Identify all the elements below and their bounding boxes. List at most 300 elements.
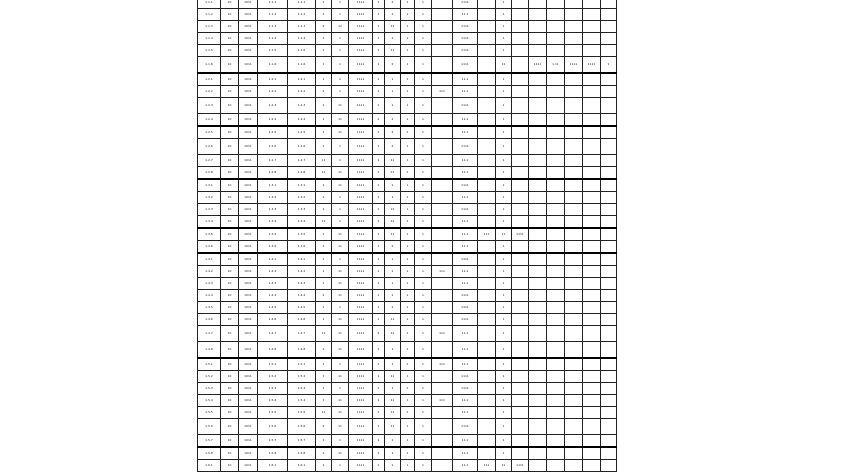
table-cell[interactable]: 1 <box>496 21 512 33</box>
table-cell[interactable]: 1 <box>496 447 512 460</box>
table-cell[interactable] <box>565 155 583 167</box>
table-cell[interactable] <box>565 266 583 278</box>
table-cell[interactable] <box>529 179 547 192</box>
table-cell[interactable] <box>547 114 565 127</box>
table-cell[interactable]: 1111 <box>453 0 478 9</box>
table-cell[interactable] <box>601 278 617 290</box>
table-cell[interactable]: 1 <box>496 342 512 359</box>
table-cell[interactable]: 11 <box>332 266 349 278</box>
table-cell[interactable] <box>583 326 601 342</box>
table-cell[interactable]: 11 <box>385 326 401 342</box>
table-cell[interactable]: 11.1 <box>453 192 478 204</box>
table-cell[interactable]: 1 <box>373 266 385 278</box>
table-cell[interactable]: 1.3.1 <box>258 179 288 192</box>
table-cell[interactable] <box>512 395 529 407</box>
table-cell[interactable]: 1 <box>332 0 349 9</box>
table-cell[interactable]: 1 <box>401 435 415 448</box>
table-cell[interactable]: 11 <box>332 278 349 290</box>
table-cell[interactable]: 1 <box>496 302 512 314</box>
table-cell[interactable]: 1.5.7 <box>288 435 316 448</box>
table-cell[interactable]: 1.5.8 <box>258 447 288 460</box>
table-cell[interactable]: 1.1.3 <box>198 21 221 33</box>
table-cell[interactable] <box>583 290 601 302</box>
table-cell[interactable] <box>529 192 547 204</box>
table-cell[interactable]: 1 <box>332 383 349 395</box>
table-cell[interactable]: 1.4.1 <box>258 253 288 266</box>
table-cell[interactable]: 1 <box>401 204 415 216</box>
table-cell[interactable]: 1.2.7 <box>258 155 288 167</box>
table-cell[interactable]: 111 <box>432 86 453 98</box>
table-cell[interactable]: 11.1 <box>453 86 478 98</box>
table-cell[interactable]: 10 <box>221 57 239 74</box>
table-cell[interactable]: 1 <box>385 342 401 359</box>
table-cell[interactable]: 1 <box>415 204 432 216</box>
table-cell[interactable]: 1 <box>496 179 512 192</box>
table-cell[interactable]: 11 <box>332 342 349 359</box>
table-cell[interactable] <box>432 155 453 167</box>
table-cell[interactable]: 11.1 <box>453 395 478 407</box>
table-cell[interactable]: 1111 <box>349 278 373 290</box>
table-cell[interactable] <box>432 302 453 314</box>
table-cell[interactable] <box>565 228 583 241</box>
table-cell[interactable] <box>583 371 601 383</box>
table-cell[interactable]: 1111 <box>349 395 373 407</box>
table-cell[interactable] <box>547 21 565 33</box>
table-cell[interactable]: 1 <box>373 358 385 371</box>
table-cell[interactable] <box>529 419 547 435</box>
table-cell[interactable]: 1.5.6 <box>198 419 221 435</box>
table-cell[interactable]: 1 <box>415 57 432 74</box>
table-cell[interactable]: 1.1.2 <box>198 9 221 21</box>
table-cell[interactable] <box>512 435 529 448</box>
table-cell[interactable]: 1111 <box>349 326 373 342</box>
table-cell[interactable]: 1 <box>373 314 385 326</box>
table-cell[interactable]: 11 <box>385 228 401 241</box>
table-cell[interactable]: 1 <box>401 383 415 395</box>
table-cell[interactable]: 1 <box>496 155 512 167</box>
table-cell[interactable]: 1 <box>496 241 512 254</box>
table-cell[interactable] <box>565 371 583 383</box>
table-cell[interactable]: 11 <box>332 179 349 192</box>
table-cell[interactable]: 1 <box>373 155 385 167</box>
table-cell[interactable]: 11 <box>332 407 349 419</box>
table-cell[interactable] <box>601 447 617 460</box>
table-cell[interactable] <box>583 228 601 241</box>
table-cell[interactable] <box>478 57 496 74</box>
table-cell[interactable]: 11 <box>332 371 349 383</box>
table-cell[interactable]: 1 <box>415 98 432 114</box>
table-cell[interactable]: 1111 <box>349 228 373 241</box>
table-cell[interactable]: 1 <box>316 9 332 21</box>
table-cell[interactable]: 1.4.3 <box>288 278 316 290</box>
table-cell[interactable]: 1 <box>401 98 415 114</box>
table-cell[interactable]: 10 <box>221 253 239 266</box>
table-cell[interactable]: 1 <box>316 266 332 278</box>
table-cell[interactable]: 1 <box>415 167 432 180</box>
table-cell[interactable] <box>601 9 617 21</box>
table-cell[interactable]: 1011 <box>239 126 258 139</box>
table-cell[interactable]: 1 <box>415 278 432 290</box>
table-cell[interactable]: 1 <box>373 167 385 180</box>
table-cell[interactable] <box>529 216 547 229</box>
table-cell[interactable]: 2 <box>385 139 401 155</box>
table-cell[interactable]: 1111 <box>512 460 529 472</box>
table-cell[interactable] <box>601 419 617 435</box>
table-cell[interactable]: 1 <box>385 179 401 192</box>
table-cell[interactable]: 2 <box>373 114 385 127</box>
table-cell[interactable]: 1.4.4 <box>288 290 316 302</box>
table-cell[interactable]: 11 <box>332 114 349 127</box>
table-cell[interactable] <box>478 21 496 33</box>
table-cell[interactable]: 1.3.6 <box>258 241 288 254</box>
table-cell[interactable]: 11.1 <box>453 342 478 359</box>
table-cell[interactable]: 1 <box>401 326 415 342</box>
table-cell[interactable] <box>601 204 617 216</box>
table-cell[interactable]: 1 <box>373 139 385 155</box>
table-cell[interactable] <box>512 326 529 342</box>
table-cell[interactable]: 1.1.6 <box>198 57 221 74</box>
table-cell[interactable] <box>512 21 529 33</box>
table-cell[interactable]: 1.1.4 <box>258 33 288 45</box>
table-cell[interactable] <box>512 253 529 266</box>
table-cell[interactable]: 1011 <box>239 114 258 127</box>
table-cell[interactable] <box>529 358 547 371</box>
table-cell[interactable] <box>601 290 617 302</box>
table-cell[interactable] <box>432 435 453 448</box>
table-cell[interactable]: 1111 <box>349 45 373 57</box>
table-cell[interactable] <box>529 435 547 448</box>
table-cell[interactable] <box>583 314 601 326</box>
table-cell[interactable]: 11.1 <box>453 278 478 290</box>
table-cell[interactable]: 1 <box>415 302 432 314</box>
table-cell[interactable] <box>565 126 583 139</box>
table-cell[interactable] <box>547 435 565 448</box>
table-cell[interactable]: 10 <box>221 290 239 302</box>
table-cell[interactable]: 1011 <box>239 86 258 98</box>
table-cell[interactable] <box>547 342 565 359</box>
table-cell[interactable]: 1 <box>373 204 385 216</box>
table-cell[interactable] <box>478 290 496 302</box>
table-cell[interactable]: 1 <box>316 139 332 155</box>
table-cell[interactable] <box>601 460 617 472</box>
table-cell[interactable]: 1111 <box>349 9 373 21</box>
table-cell[interactable] <box>601 0 617 9</box>
table-cell[interactable]: 1 <box>415 342 432 359</box>
table-cell[interactable]: 2 <box>385 0 401 9</box>
table-cell[interactable]: 1011 <box>239 21 258 33</box>
table-cell[interactable] <box>601 167 617 180</box>
table-cell[interactable]: 10 <box>221 241 239 254</box>
table-cell[interactable]: 1011 <box>239 179 258 192</box>
table-cell[interactable]: 1 <box>373 241 385 254</box>
table-cell[interactable] <box>583 278 601 290</box>
table-cell[interactable] <box>565 342 583 359</box>
table-cell[interactable]: 1.4.5 <box>288 302 316 314</box>
table-cell[interactable] <box>512 179 529 192</box>
table-cell[interactable] <box>478 314 496 326</box>
table-cell[interactable]: 1 <box>316 33 332 45</box>
table-cell[interactable] <box>529 33 547 45</box>
table-cell[interactable]: 11.1 <box>453 266 478 278</box>
table-cell[interactable]: 11 <box>385 45 401 57</box>
table-cell[interactable] <box>583 114 601 127</box>
table-cell[interactable]: 1 <box>496 9 512 21</box>
table-cell[interactable] <box>478 358 496 371</box>
table-cell[interactable] <box>565 302 583 314</box>
table-cell[interactable]: 1011 <box>239 167 258 180</box>
table-cell[interactable] <box>478 253 496 266</box>
table-cell[interactable]: 1011 <box>239 253 258 266</box>
table-cell[interactable] <box>512 419 529 435</box>
table-cell[interactable]: 1 <box>373 126 385 139</box>
table-cell[interactable]: 1.2.6 <box>288 139 316 155</box>
table-cell[interactable] <box>565 435 583 448</box>
table-cell[interactable]: 1 <box>496 326 512 342</box>
table-cell[interactable]: 1 <box>496 216 512 229</box>
table-cell[interactable]: 1111 <box>529 57 547 74</box>
table-cell[interactable]: 1 <box>401 86 415 98</box>
table-cell[interactable] <box>432 114 453 127</box>
table-cell[interactable]: 111 <box>432 326 453 342</box>
table-cell[interactable]: 1 <box>373 0 385 9</box>
table-cell[interactable]: 1 <box>373 57 385 74</box>
table-cell[interactable] <box>583 155 601 167</box>
table-cell[interactable]: 11 <box>332 98 349 114</box>
table-cell[interactable]: 10 <box>221 228 239 241</box>
table-cell[interactable]: 1111 <box>349 407 373 419</box>
table-cell[interactable] <box>601 73 617 86</box>
table-cell[interactable]: 1 <box>496 371 512 383</box>
table-cell[interactable]: 1011 <box>239 302 258 314</box>
table-cell[interactable] <box>547 33 565 45</box>
table-cell[interactable]: 1111 <box>349 33 373 45</box>
table-cell[interactable]: 11 <box>332 126 349 139</box>
table-cell[interactable]: 1.3.3 <box>198 204 221 216</box>
table-cell[interactable]: 1111 <box>453 33 478 45</box>
table-cell[interactable]: 1111 <box>512 228 529 241</box>
table-cell[interactable] <box>478 371 496 383</box>
table-cell[interactable] <box>529 302 547 314</box>
table-cell[interactable]: 1.4.3 <box>258 278 288 290</box>
table-cell[interactable]: 10 <box>221 167 239 180</box>
table-cell[interactable]: 10 <box>221 9 239 21</box>
table-cell[interactable] <box>565 447 583 460</box>
table-cell[interactable] <box>565 98 583 114</box>
table-cell[interactable]: 1.5.4 <box>258 395 288 407</box>
table-cell[interactable]: 1 <box>332 139 349 155</box>
table-cell[interactable] <box>512 155 529 167</box>
table-cell[interactable]: 1011 <box>239 407 258 419</box>
table-cell[interactable]: 1 <box>401 179 415 192</box>
table-cell[interactable] <box>432 383 453 395</box>
table-cell[interactable]: 1 <box>373 447 385 460</box>
table-cell[interactable] <box>547 253 565 266</box>
table-cell[interactable]: 1011 <box>239 216 258 229</box>
table-cell[interactable]: 1 <box>385 73 401 86</box>
table-cell[interactable]: 1011 <box>239 73 258 86</box>
table-cell[interactable] <box>565 0 583 9</box>
table-cell[interactable] <box>529 126 547 139</box>
table-cell[interactable] <box>529 290 547 302</box>
table-cell[interactable]: 1 <box>332 204 349 216</box>
table-cell[interactable]: 10 <box>221 383 239 395</box>
table-cell[interactable] <box>478 447 496 460</box>
table-cell[interactable]: 11.1 <box>453 358 478 371</box>
table-cell[interactable]: 1.5.4 <box>198 395 221 407</box>
table-cell[interactable] <box>512 302 529 314</box>
table-cell[interactable]: 1111 <box>349 371 373 383</box>
table-cell[interactable] <box>565 114 583 127</box>
table-cell[interactable] <box>601 216 617 229</box>
table-cell[interactable] <box>601 314 617 326</box>
table-cell[interactable]: 11.1 <box>453 241 478 254</box>
table-cell[interactable]: 11.1 <box>453 9 478 21</box>
table-cell[interactable]: 10 <box>221 126 239 139</box>
table-cell[interactable] <box>583 0 601 9</box>
table-cell[interactable]: 1 <box>401 45 415 57</box>
table-cell[interactable] <box>547 228 565 241</box>
table-cell[interactable]: 1.3.5 <box>198 228 221 241</box>
table-cell[interactable]: 1 <box>415 0 432 9</box>
table-cell[interactable] <box>547 302 565 314</box>
table-cell[interactable]: 11 <box>496 57 512 74</box>
table-cell[interactable] <box>583 358 601 371</box>
table-cell[interactable] <box>432 447 453 460</box>
table-cell[interactable]: 1 <box>373 290 385 302</box>
table-cell[interactable]: 1 <box>401 155 415 167</box>
table-cell[interactable]: 1 <box>496 0 512 9</box>
table-cell[interactable]: 1.2.5 <box>258 126 288 139</box>
table-cell[interactable]: 1111 <box>349 314 373 326</box>
table-cell[interactable]: 1.4.8 <box>258 342 288 359</box>
table-cell[interactable] <box>583 241 601 254</box>
table-cell[interactable]: 2 <box>316 419 332 435</box>
table-cell[interactable]: 1111 <box>453 179 478 192</box>
table-cell[interactable]: 1.1.4 <box>288 33 316 45</box>
table-cell[interactable] <box>478 192 496 204</box>
table-cell[interactable] <box>432 126 453 139</box>
table-cell[interactable] <box>478 241 496 254</box>
table-cell[interactable] <box>512 447 529 460</box>
table-cell[interactable] <box>432 139 453 155</box>
table-cell[interactable] <box>478 179 496 192</box>
table-cell[interactable]: 1.5.5 <box>258 407 288 419</box>
table-cell[interactable] <box>478 167 496 180</box>
table-cell[interactable]: 1 <box>496 86 512 98</box>
table-cell[interactable] <box>432 33 453 45</box>
table-cell[interactable] <box>529 342 547 359</box>
table-cell[interactable]: 1.1.3 <box>258 21 288 33</box>
table-cell[interactable] <box>601 21 617 33</box>
table-cell[interactable]: 11.1 <box>453 407 478 419</box>
table-cell[interactable]: 11 <box>316 407 332 419</box>
table-cell[interactable] <box>547 179 565 192</box>
table-cell[interactable]: 1.4.5 <box>198 302 221 314</box>
table-cell[interactable]: 1 <box>385 9 401 21</box>
table-cell[interactable] <box>547 278 565 290</box>
table-cell[interactable]: 1.1.5 <box>288 45 316 57</box>
table-cell[interactable]: 1111 <box>349 253 373 266</box>
table-cell[interactable]: 1011 <box>239 192 258 204</box>
table-cell[interactable]: 1.11 <box>547 57 565 74</box>
table-cell[interactable]: 111 <box>432 395 453 407</box>
table-cell[interactable]: 1111 <box>349 139 373 155</box>
table-cell[interactable]: 11 <box>385 314 401 326</box>
table-cell[interactable]: 1.5.3 <box>288 383 316 395</box>
table-cell[interactable] <box>565 383 583 395</box>
table-cell[interactable]: 1 <box>316 278 332 290</box>
table-cell[interactable] <box>547 9 565 21</box>
table-cell[interactable]: 1 <box>415 73 432 86</box>
table-cell[interactable] <box>512 57 529 74</box>
table-cell[interactable] <box>478 204 496 216</box>
table-cell[interactable] <box>547 139 565 155</box>
table-cell[interactable]: 1.5.7 <box>258 435 288 448</box>
table-cell[interactable] <box>478 383 496 395</box>
table-cell[interactable]: 1.5.5 <box>198 407 221 419</box>
table-cell[interactable]: 1 <box>316 314 332 326</box>
table-cell[interactable]: 1 <box>496 395 512 407</box>
table-cell[interactable] <box>601 371 617 383</box>
table-cell[interactable] <box>583 302 601 314</box>
table-cell[interactable] <box>512 0 529 9</box>
table-cell[interactable] <box>478 9 496 21</box>
table-cell[interactable]: 1 <box>415 383 432 395</box>
table-cell[interactable]: 10 <box>221 216 239 229</box>
table-cell[interactable]: 11 <box>496 460 512 472</box>
table-cell[interactable] <box>583 21 601 33</box>
table-cell[interactable] <box>478 302 496 314</box>
table-cell[interactable] <box>512 33 529 45</box>
table-cell[interactable] <box>512 139 529 155</box>
table-cell[interactable]: 1111 <box>453 290 478 302</box>
table-cell[interactable] <box>432 98 453 114</box>
table-cell[interactable] <box>547 155 565 167</box>
table-cell[interactable]: 1 <box>415 114 432 127</box>
table-cell[interactable]: 1 <box>415 326 432 342</box>
table-cell[interactable] <box>565 358 583 371</box>
table-cell[interactable]: 2 <box>385 241 401 254</box>
table-cell[interactable]: 11 <box>385 419 401 435</box>
table-cell[interactable]: 1 <box>415 407 432 419</box>
table-cell[interactable]: 1.4.2 <box>288 266 316 278</box>
table-cell[interactable] <box>565 314 583 326</box>
table-cell[interactable] <box>529 204 547 216</box>
table-cell[interactable]: 2 <box>385 57 401 74</box>
table-cell[interactable]: 1 <box>316 57 332 74</box>
table-cell[interactable]: 1 <box>373 383 385 395</box>
table-cell[interactable]: 1111 <box>565 57 583 74</box>
table-cell[interactable] <box>432 216 453 229</box>
table-cell[interactable]: 1 <box>415 179 432 192</box>
table-cell[interactable] <box>601 155 617 167</box>
table-cell[interactable] <box>583 73 601 86</box>
table-cell[interactable]: 1111 <box>349 358 373 371</box>
table-cell[interactable]: 1111 <box>453 253 478 266</box>
table-cell[interactable] <box>478 73 496 86</box>
table-cell[interactable]: 1 <box>401 371 415 383</box>
table-cell[interactable] <box>432 419 453 435</box>
table-cell[interactable]: 10 <box>221 342 239 359</box>
table-cell[interactable]: 1 <box>496 407 512 419</box>
table-cell[interactable]: 1 <box>373 419 385 435</box>
table-cell[interactable]: 1 <box>496 45 512 57</box>
table-cell[interactable] <box>478 395 496 407</box>
table-cell[interactable] <box>601 98 617 114</box>
table-cell[interactable]: 1 <box>332 253 349 266</box>
table-cell[interactable]: 1.2.2 <box>288 86 316 98</box>
table-cell[interactable]: 1.4.7 <box>198 326 221 342</box>
